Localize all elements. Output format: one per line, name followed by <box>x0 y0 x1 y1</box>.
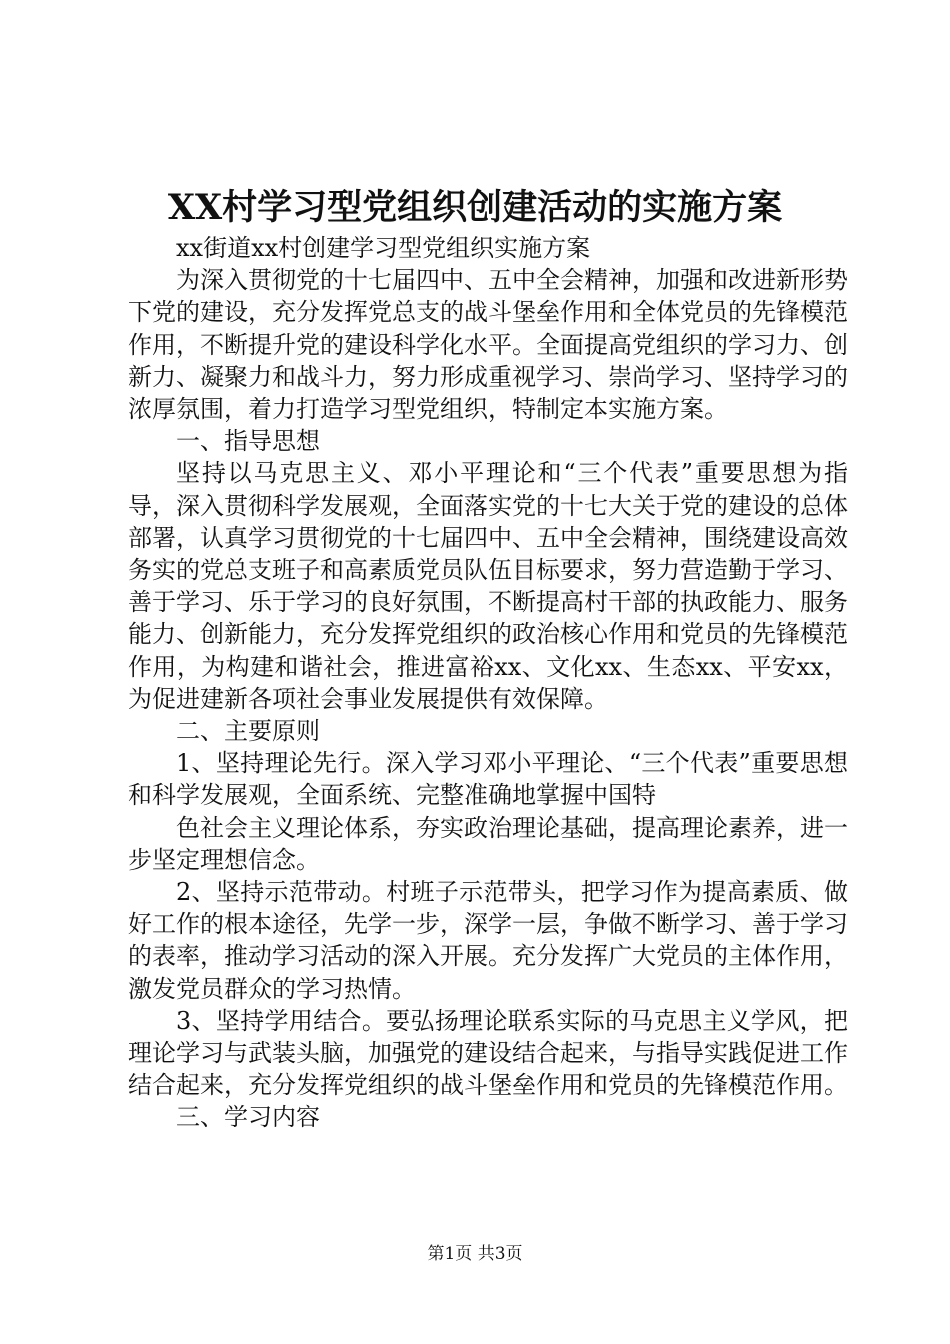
principle-1-continuation: 色社会主义理论体系，夯实政治理论基础，提高理论素养，进一步坚定理想信念。 <box>128 813 848 874</box>
page-indicator: 第1页 共3页 <box>427 1244 523 1264</box>
guiding-ideology-paragraph: 坚持以马克思主义、邓小平理论和“三个代表”重要思想为指导，深入贯彻科学发展观，全面落实党的十七大关于党的建设的总体部署，认真学习贯彻党的十七届四中、五中全会精神，围绕建设高效务实的党总支班子和高素质党员队伍目标要求，努力营造勤于学习、善于学习、乐于学习的良好氛围，不断提高村干部的执政能力、服务能力、创新能力，充分发挥党组织的政治核心作用和党员的先锋模范作用，为构建和谐社会，推进富裕xx、文化xx、生态xx、平安xx，为促进建新各项社会事业发展提供有效保障。 <box>128 459 848 713</box>
subtitle-line: xx街道xx村创建学习型党组织实施方案 <box>176 234 591 262</box>
principle-2-paragraph: 2、坚持示范带动。村班子示范带头，把学习作为提高素质、做好工作的根本途径，先学一步，深学一层，争做不断学习、善于学习的表率，推动学习活动的深入开展。充分发挥广大党员的主体作用，激发党员群众的学习热情。 <box>128 878 848 1003</box>
principle-1-paragraph: 1、坚持理论先行。深入学习邓小平理论、“三个代表”重要思想和科学发展观，全面系统、完整准确地掌握中国特 <box>128 749 848 810</box>
section-heading-main-principles: 二、主要原则 <box>176 717 320 746</box>
document-title: XX村学习型党组织创建活动的实施方案 <box>167 187 783 228</box>
principle-3-paragraph: 3、坚持学用结合。要弘扬理论联系实际的马克思主义学风，把理论学习与武装头脑，加强党的建设结合起来，与指导实践促进工作结合起来，充分发挥党组织的战斗堡垒作用和党员的先锋模范作用。 <box>128 1006 848 1100</box>
section-heading-study-content: 三、学习内容 <box>176 1103 320 1132</box>
section-heading-guiding-ideology: 一、指导思想 <box>176 427 320 456</box>
intro-paragraph: 为深入贯彻党的十七届四中、五中全会精神，加强和改进新形势下党的建设，充分发挥党总支的战斗堡垒作用和全体党员的先锋模范作用，不断提升党的建设科学化水平。全面提高党组织的学习力、创新力、凝聚力和战斗力，努力形成重视学习、崇尚学习、坚持学习的浓厚氛围，着力打造学习型党组织，特制定本实施方案。 <box>128 266 848 424</box>
document-body <box>128 232 848 1134</box>
